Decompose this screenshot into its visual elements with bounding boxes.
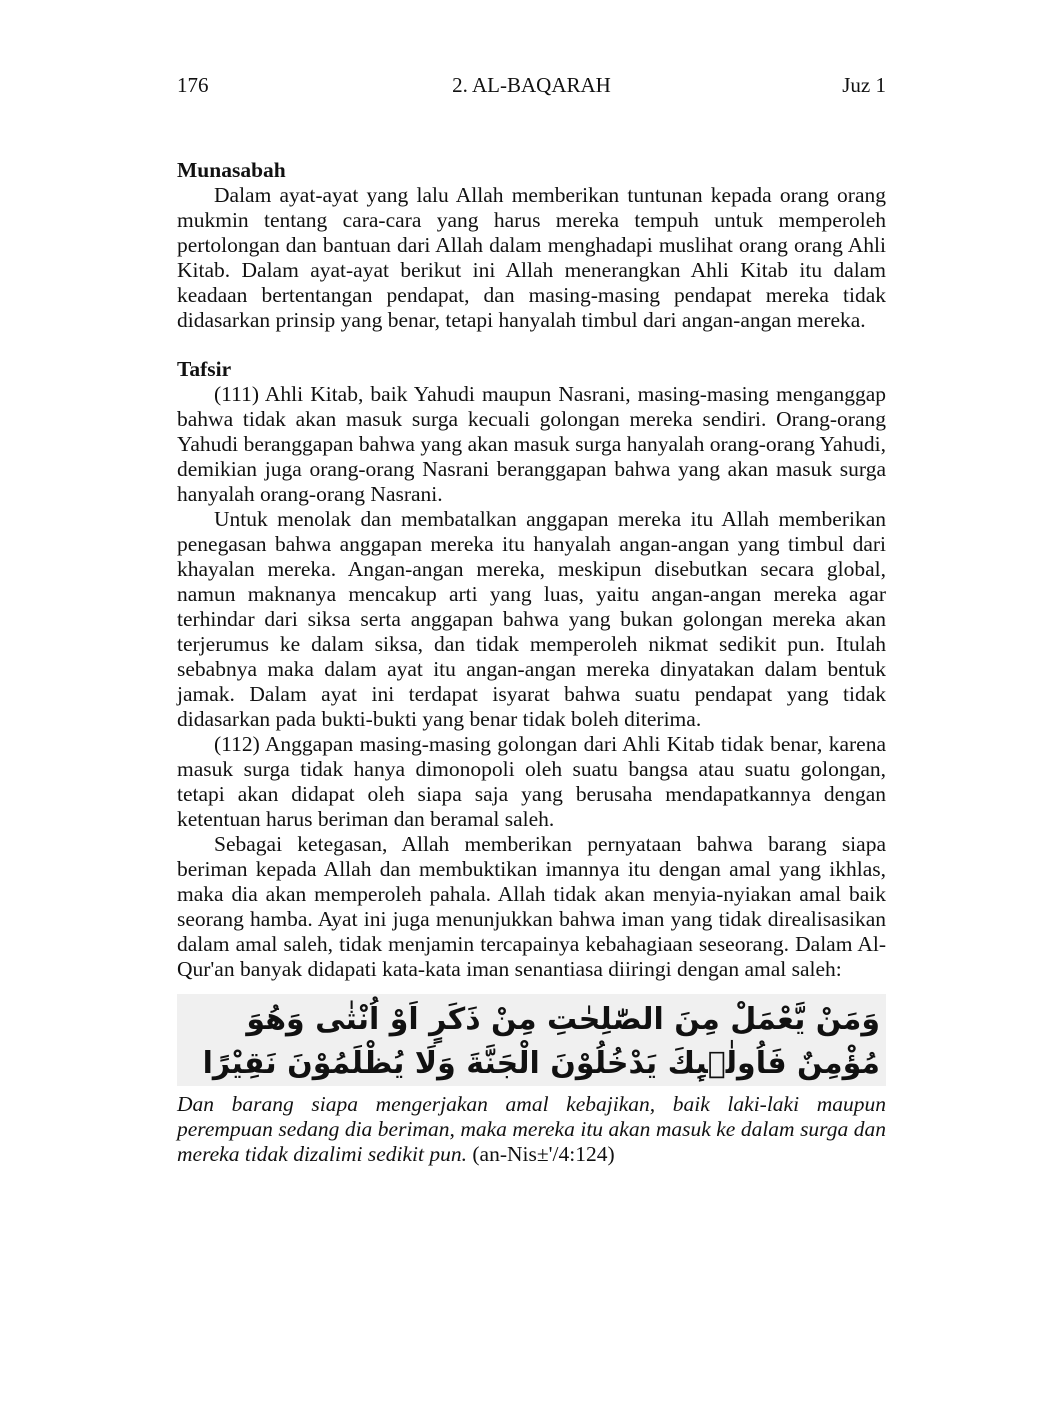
quran-verse-arabic: وَمَنْ يَّعْمَلْ مِنَ الصّٰلِحٰتِ مِنْ ذَكَرٍ اَوْ اُنْثٰى وَهُوَ مُؤْمِنٌ فَاُولٰۤىِٕكَ يَدْخُلُوْنَ الْجَنَّةَ وَلَا يُظْلَمُوْنَ نَقِيْرًا bbox=[177, 994, 886, 1086]
verse-translation bbox=[177, 1092, 886, 1167]
tafsir-paragraph: Sebagai ketegasan, Allah memberikan pernyataan bahwa barang siapa beriman kepada Allah dan membuktikan imannya itu dengan amal yang ikhlas, maka dia akan memperoleh pahala. Allah tidak akan menyia-nyiakan amal baik seorang hamba. Ayat ini juga menunjukkan bahwa iman yang tidak direalisasikan dalam amal saleh, tidak menjamin tercapainya kebahagiaan seseorang. Dalam Al-Qur'an banyak didapati kata-kata iman senantiasa diiringi dengan amal saleh: bbox=[177, 832, 886, 981]
tafsir-paragraph: (111) Ahli Kitab, baik Yahudi maupun Nasrani, masing-masing menganggap bahwa tidak akan masuk surga kecuali golongan mereka sendiri. Orang-orang Yahudi beranggapan bahwa yang akan masuk surga hanyalah orang-orang Yahudi, demikian juga orang-orang Nasrani beranggapan bahwa yang akan masuk surga hanyalah orang-orang Nasrani. bbox=[177, 382, 886, 506]
munasabah-paragraph: Dalam ayat-ayat yang lalu Allah memberikan tuntunan kepada orang orang mukmin tentang cara-cara yang harus mereka tempuh untuk memperoleh pertolongan dan bantuan dari Allah dalam menghadapi muslihat orang orang Ahli Kitab. Dalam ayat-ayat berikut ini Allah menerangkan Ahli Kitab itu dalam keadaan bertentangan pendapat, dan masing-masing pendapat mereka tidak didasarkan prinsip yang benar, tetapi hanyalah timbul dari angan-angan mereka. bbox=[177, 183, 886, 332]
verse-translation-text: Dan barang siapa mengerjakan amal kebajikan, baik laki-laki maupun perempuan sedang dia beriman, maka mereka itu akan masuk ke dalam surga dan mereka tidak dizalimi sedikit pun. bbox=[177, 1092, 886, 1166]
munasabah-heading: Munasabah bbox=[177, 158, 286, 182]
chapter-title: 2. AL-BAQARAH bbox=[452, 73, 611, 97]
verse-reference: (an-Nis±'/4:124) bbox=[472, 1142, 615, 1166]
tafsir-heading: Tafsir bbox=[177, 357, 232, 381]
page-body bbox=[177, 158, 886, 1167]
page-number: 176 bbox=[177, 73, 209, 97]
juz-label: Juz 1 bbox=[842, 73, 886, 97]
tafsir-paragraph: Untuk menolak dan membatalkan anggapan mereka itu Allah memberikan penegasan bahwa anggapan mereka itu hanyalah angan-angan yang timbul dari khayalan mereka. Angan-angan mereka, meskipun disebutkan secara global, namun maknanya mencakup arti yang luas, yaitu angan-angan mereka agar terhindar dari siksa serta anggapan bahwa yang bukan golongan mereka akan terjerumus ke dalam siksa, dan tidak memperoleh nikmat sedikit pun. Itulah sebabnya maka dalam ayat itu angan-angan mereka dinyatakan dalam bentuk jamak. Dalam ayat ini terdapat isyarat bahwa suatu pendapat yang tidak didasarkan pada bukti-bukti yang benar tidak boleh diterima. bbox=[177, 507, 886, 731]
tafsir-paragraph: (112) Anggapan masing-masing golongan dari Ahli Kitab tidak benar, karena masuk surga tidak hanya dimonopoli oleh suatu bangsa atau suatu golongan, tetapi akan didapat oleh siapa saja yang berusaha mendapatkannya dengan ketentuan harus beriman dan beramal saleh. bbox=[177, 732, 886, 831]
